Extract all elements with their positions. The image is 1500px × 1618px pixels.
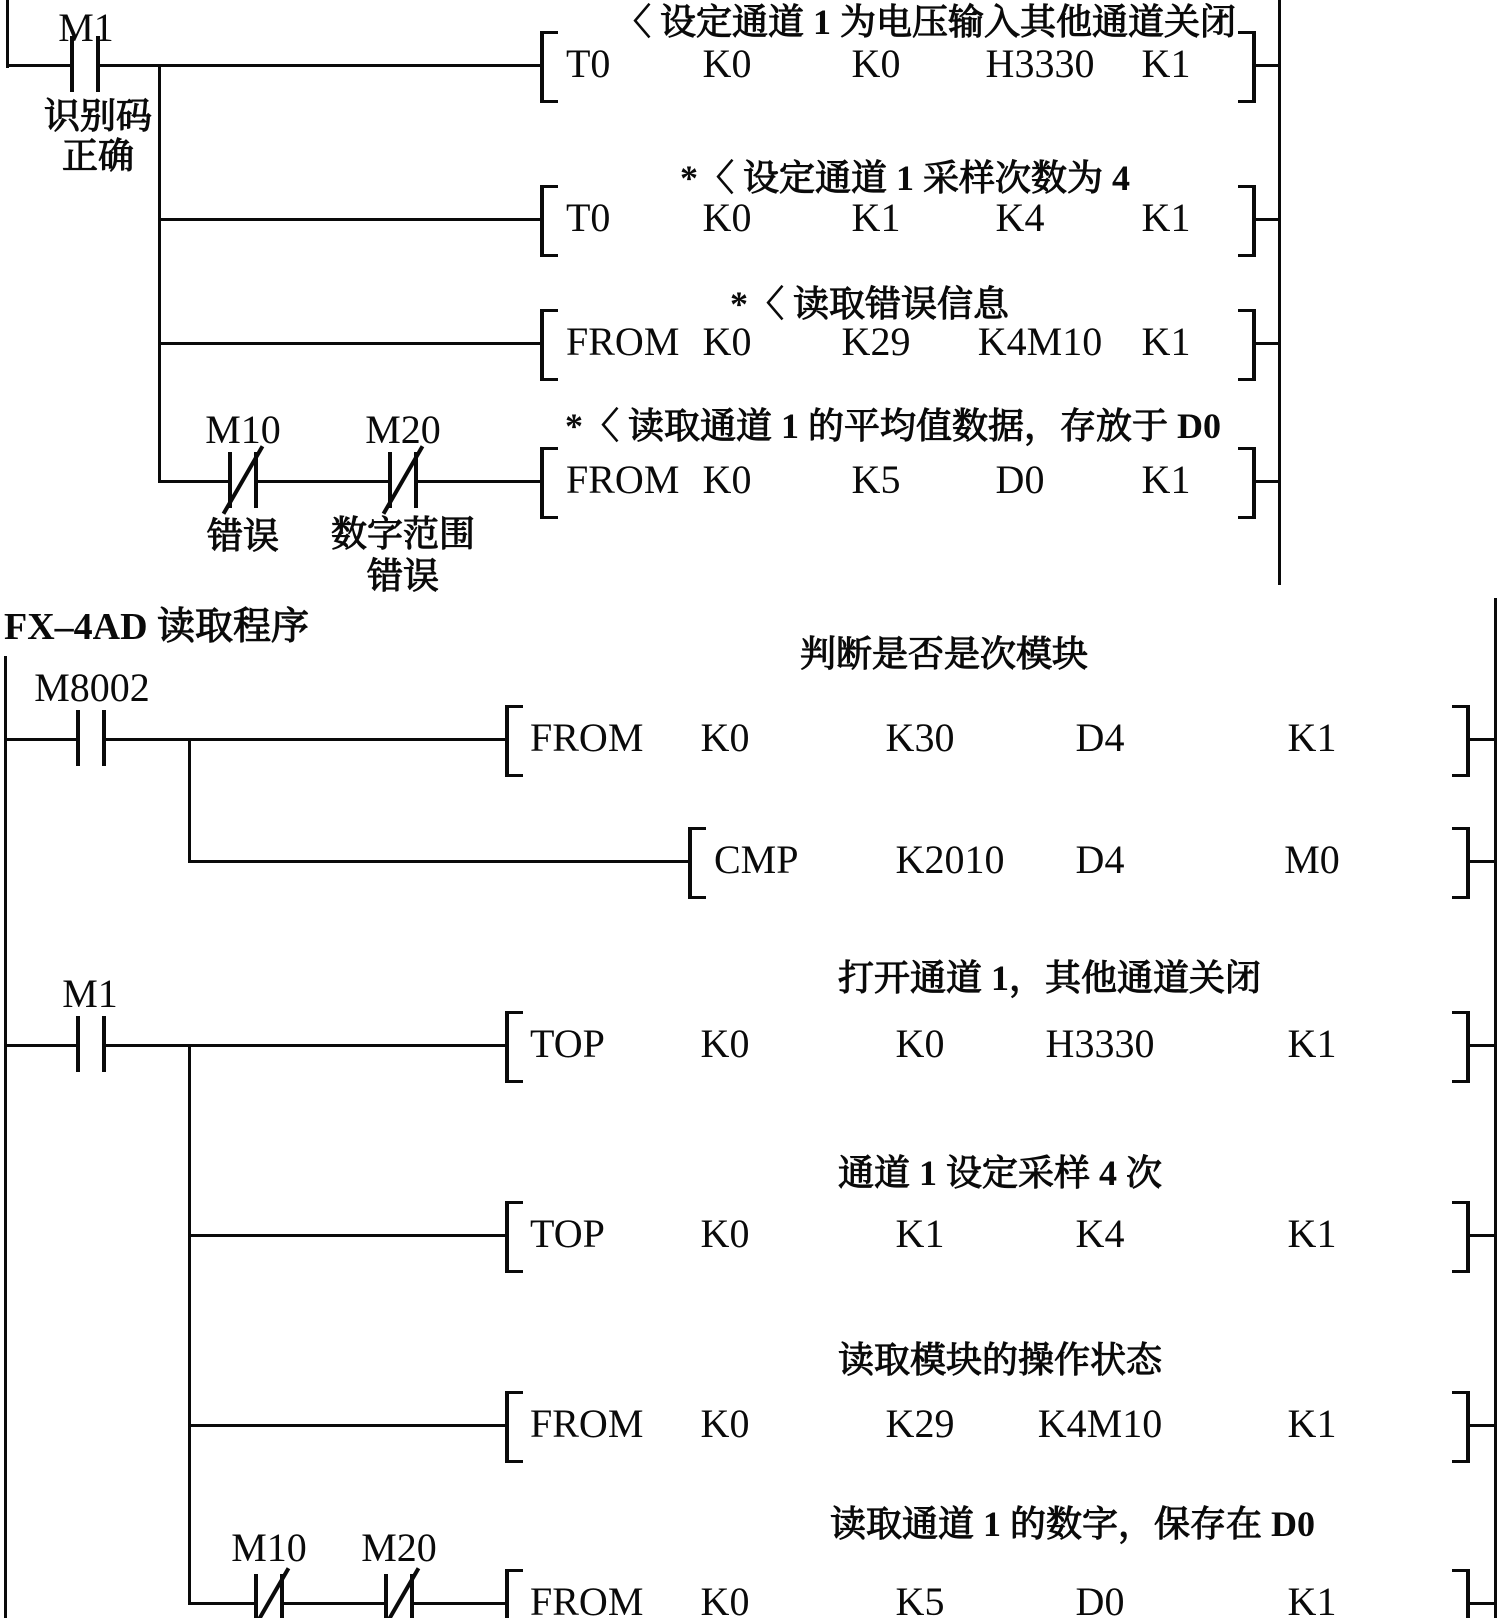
instruction-param: K29 bbox=[885, 1401, 955, 1446]
wire-h bbox=[4, 1044, 76, 1047]
right-bracket bbox=[1238, 31, 1256, 103]
wire-h bbox=[158, 480, 228, 483]
wire-h bbox=[1252, 64, 1278, 67]
instruction-param: K0 bbox=[702, 195, 752, 240]
contact-label-m1: M1 bbox=[58, 5, 114, 50]
instruction-param: D0 bbox=[1075, 1579, 1125, 1618]
rung-comment: *〈 读取错误信息 bbox=[730, 284, 1010, 324]
instruction-op: FROM bbox=[530, 715, 644, 760]
contact-desc: 数字范围 bbox=[330, 514, 476, 554]
instruction-param: K2010 bbox=[895, 837, 1005, 882]
wire-h bbox=[158, 218, 540, 221]
contact-bar bbox=[76, 710, 80, 766]
left-bracket bbox=[540, 185, 558, 257]
wire-h bbox=[1468, 738, 1494, 741]
branch-rail-top bbox=[158, 64, 161, 483]
instruction-param: K4M10 bbox=[1037, 1401, 1163, 1446]
contact-label-m20: M20 bbox=[361, 1525, 437, 1570]
wire-h bbox=[188, 1602, 254, 1605]
instruction-param: K0 bbox=[702, 41, 752, 86]
right-bracket bbox=[1452, 1011, 1470, 1083]
right-bracket bbox=[1452, 1391, 1470, 1463]
wire-h bbox=[100, 64, 540, 67]
wire-h bbox=[188, 860, 688, 863]
instruction-param: K1 bbox=[1141, 195, 1191, 240]
power-rail-right-bottom bbox=[1494, 598, 1497, 1618]
wire-h bbox=[418, 480, 540, 483]
rung-comment: 判断是否是次模块 bbox=[800, 634, 1089, 674]
instruction-param: H3330 bbox=[1045, 1021, 1155, 1066]
wire-h bbox=[414, 1602, 505, 1605]
right-bracket bbox=[1452, 1569, 1470, 1618]
contact-bar bbox=[384, 1574, 388, 1618]
instruction-param: K1 bbox=[1287, 1401, 1337, 1446]
instruction-param: K0 bbox=[700, 1579, 750, 1618]
wire-h bbox=[1252, 480, 1278, 483]
instruction-param: K0 bbox=[851, 41, 901, 86]
wire-h bbox=[1468, 1234, 1494, 1237]
wire-h bbox=[106, 738, 505, 741]
wire-h bbox=[106, 1044, 505, 1047]
contact-label-m10: M10 bbox=[205, 407, 281, 452]
rung-comment: *〈 设定通道 1 采样次数为 4 bbox=[680, 158, 1131, 198]
wire-h bbox=[158, 342, 540, 345]
instruction-param: K0 bbox=[700, 1401, 750, 1446]
left-bracket bbox=[505, 1569, 523, 1618]
instruction-param: K1 bbox=[1287, 1211, 1337, 1256]
instruction-param: M0 bbox=[1284, 837, 1340, 882]
instruction-param: K1 bbox=[895, 1211, 945, 1256]
contact-desc: 错误 bbox=[206, 516, 280, 556]
instruction-op: FROM bbox=[530, 1401, 644, 1446]
right-bracket bbox=[1452, 705, 1470, 777]
rung-comment: 读取通道 1 的数字，保存在 D0 bbox=[830, 1504, 1315, 1544]
rung-comment: 通道 1 设定采样 4 次 bbox=[838, 1153, 1163, 1193]
instruction-param: K4M10 bbox=[977, 319, 1103, 364]
wire-h bbox=[6, 64, 70, 67]
rung-comment: 打开通道 1，其他通道关闭 bbox=[838, 958, 1262, 998]
left-bracket bbox=[505, 705, 523, 777]
instruction-param: K0 bbox=[700, 715, 750, 760]
wire-h bbox=[4, 738, 76, 741]
instruction-param: K1 bbox=[1287, 1021, 1337, 1066]
instruction-param: K1 bbox=[851, 195, 901, 240]
instruction-op: TOP bbox=[530, 1021, 605, 1066]
power-rail-left-top bbox=[6, 0, 9, 68]
instruction-op: TOP bbox=[530, 1211, 605, 1256]
contact-label-m20: M20 bbox=[365, 407, 441, 452]
wire-h bbox=[258, 480, 388, 483]
instruction-param: D0 bbox=[995, 457, 1045, 502]
right-bracket bbox=[1452, 827, 1470, 899]
instruction-param: K1 bbox=[1287, 715, 1337, 760]
wire-h bbox=[1252, 342, 1278, 345]
branch-rail-m8002 bbox=[188, 738, 191, 863]
instruction-param: K4 bbox=[1075, 1211, 1125, 1256]
instruction-param: K0 bbox=[700, 1021, 750, 1066]
wire-h bbox=[1468, 1044, 1494, 1047]
instruction-param: D4 bbox=[1075, 715, 1125, 760]
left-bracket bbox=[505, 1391, 523, 1463]
instruction-param: K30 bbox=[885, 715, 955, 760]
wire-h bbox=[1468, 1602, 1494, 1605]
instruction-param: K1 bbox=[1141, 41, 1191, 86]
instruction-param: K0 bbox=[702, 457, 752, 502]
contact-label-m1: M1 bbox=[62, 971, 118, 1016]
section-title: FX–4AD 读取程序 bbox=[4, 606, 310, 648]
left-bracket bbox=[688, 827, 706, 899]
instruction-param: K5 bbox=[851, 457, 901, 502]
left-bracket bbox=[540, 447, 558, 519]
left-bracket bbox=[505, 1011, 523, 1083]
instruction-param: K1 bbox=[1141, 457, 1191, 502]
contact-label-m8002: M8002 bbox=[34, 665, 150, 710]
right-bracket bbox=[1238, 309, 1256, 381]
instruction-param: H3330 bbox=[985, 41, 1095, 86]
right-bracket bbox=[1452, 1201, 1470, 1273]
wire-h bbox=[1252, 218, 1278, 221]
instruction-param: K29 bbox=[841, 319, 911, 364]
right-bracket bbox=[1238, 447, 1256, 519]
instruction-param: K1 bbox=[1141, 319, 1191, 364]
instruction-op: CMP bbox=[714, 837, 799, 882]
instruction-op: FROM bbox=[566, 319, 680, 364]
instruction-op: FROM bbox=[530, 1579, 644, 1618]
branch-rail-m1 bbox=[188, 1044, 191, 1605]
instruction-op: T0 bbox=[566, 195, 611, 240]
wire-h bbox=[188, 1234, 505, 1237]
contact-desc: 识别码 bbox=[43, 96, 153, 136]
contact-label-m10: M10 bbox=[231, 1525, 307, 1570]
rung-comment: *〈 读取通道 1 的平均值数据，存放于 D0 bbox=[565, 406, 1221, 446]
instruction-param: K1 bbox=[1287, 1579, 1337, 1618]
wire-h bbox=[1468, 1424, 1494, 1427]
rung-comment: 〈 设定通道 1 为电压输入其他通道关闭 bbox=[615, 2, 1237, 42]
power-rail-right-top bbox=[1278, 0, 1281, 585]
left-bracket bbox=[505, 1201, 523, 1273]
instruction-param: K0 bbox=[895, 1021, 945, 1066]
instruction-param: K0 bbox=[702, 319, 752, 364]
wire-h bbox=[188, 1424, 505, 1427]
contact-bar bbox=[76, 1016, 80, 1072]
instruction-op: FROM bbox=[566, 457, 680, 502]
power-rail-left-bottom bbox=[4, 656, 7, 1618]
instruction-param: K5 bbox=[895, 1579, 945, 1618]
left-bracket bbox=[540, 309, 558, 381]
left-bracket bbox=[540, 31, 558, 103]
instruction-param: K0 bbox=[700, 1211, 750, 1256]
instruction-param: K4 bbox=[995, 195, 1045, 240]
contact-bar bbox=[254, 1574, 258, 1618]
wire-h bbox=[284, 1602, 384, 1605]
instruction-param: D4 bbox=[1075, 837, 1125, 882]
rung-comment: 读取模块的操作状态 bbox=[838, 1340, 1163, 1380]
contact-desc: 错误 bbox=[366, 556, 440, 596]
contact-desc: 正确 bbox=[61, 136, 135, 176]
right-bracket bbox=[1238, 185, 1256, 257]
instruction-op: T0 bbox=[566, 41, 611, 86]
wire-h bbox=[1468, 860, 1494, 863]
